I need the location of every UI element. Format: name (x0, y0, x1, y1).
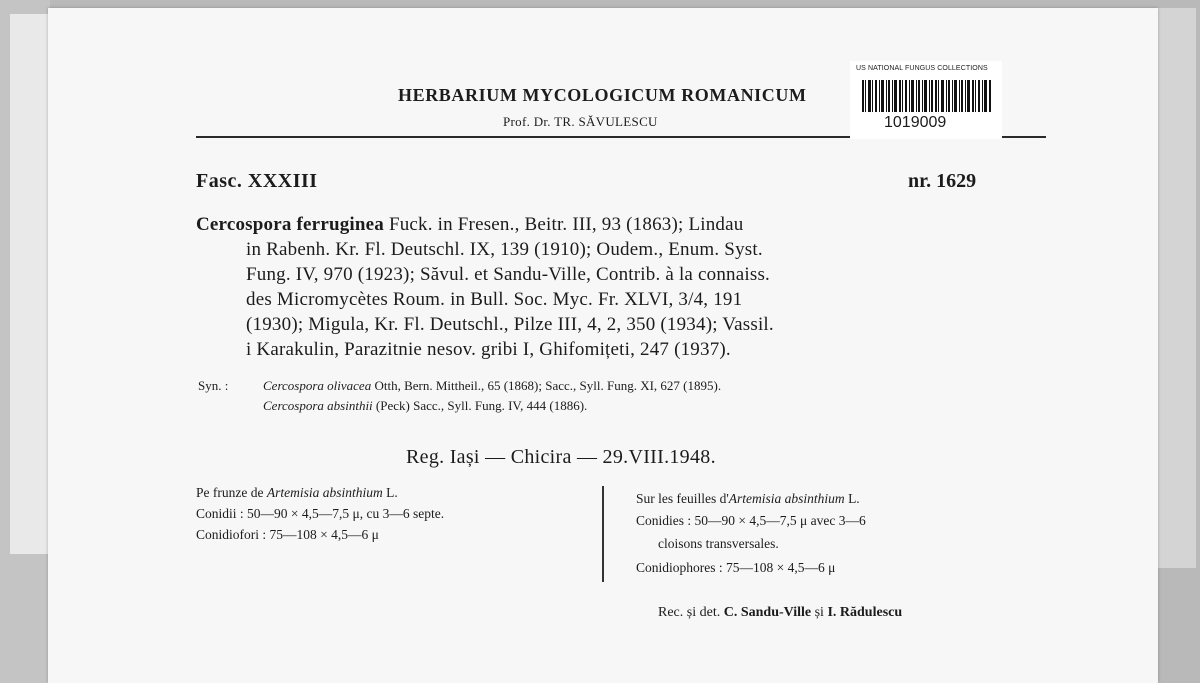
species-name: Cercospora ferruginea (196, 214, 384, 235)
synonym-name: Cercospora olivacea (263, 378, 372, 393)
citation-line: in Rabenh. Kr. Fl. Deutschl. IX, 139 (1910); Oudem., Enum. Syst. (246, 239, 763, 260)
collector-name: I. Rădulescu (827, 605, 903, 620)
background-envelope-fold (1158, 8, 1196, 568)
synonym-entry (263, 378, 721, 394)
conidiophores-french: Conidiophores : 75—108 × 4,5—6 μ (636, 560, 836, 575)
column-divider (602, 486, 604, 582)
citation-line: Fung. IV, 970 (1923); Săvul. et Sandu-Ville, Contrib. à la connaiss. (246, 264, 771, 285)
locality-date: Reg. Iași — Chicira — 29.VIII.1948. (406, 446, 716, 468)
herbarium-director: Prof. Dr. TR. SĂVULESCU (503, 114, 658, 129)
conidiophores-romanian: Conidiofori : 75—108 × 4,5—6 μ (196, 527, 379, 542)
citation-authority: Fuck. in Fresen., Beitr. III, 93 (1863); Lindau (388, 214, 744, 235)
synonym-name: Cercospora absinthii (263, 398, 373, 413)
barcode-number: 1019009 (884, 114, 947, 131)
collector-prefix: Rec. și det. (658, 605, 721, 620)
host-name: Artemisia absinthium (266, 485, 383, 500)
host-french (636, 491, 860, 507)
citation-line: (1930); Migula, Kr. Fl. Deutschl., Pilze III, 4, 2, 350 (1934); Vassil. (246, 314, 774, 335)
herbarium-title: HERBARIUM MYCOLOGICUM ROMANICUM (398, 85, 807, 105)
host-authority: L. (386, 485, 398, 500)
collector-conjunction: și (814, 605, 824, 620)
barcode-sticker (850, 61, 1002, 139)
synonyms-label: Syn. : (198, 378, 229, 393)
citation-line: i Karakulin, Parazitnie nesov. gribi I, Ghifomițeti, 247 (1937). (246, 339, 731, 360)
citation-line: des Micromycètes Roum. in Bull. Soc. Myc. Fr. XLVI, 3/4, 191 (246, 289, 743, 310)
conidia-romanian: Conidii : 50—90 × 4,5—7,5 μ, cu 3—6 septe. (196, 506, 445, 521)
synonym-reference: (Peck) Sacc., Syll. Fung. IV, 444 (1886). (375, 398, 588, 413)
host-romanian (196, 485, 398, 501)
specimen-number: nr. 1629 (908, 170, 977, 192)
host-authority: L. (848, 491, 860, 506)
synonym-entry (263, 398, 587, 414)
collector-line (658, 605, 902, 621)
synonym-reference: Otth, Bern. Mittheil., 65 (1868); Sacc., Syll. Fung. XI, 627 (1895). (374, 378, 722, 393)
herbarium-label (48, 8, 1158, 683)
barcode-icon (862, 80, 992, 112)
host-prefix: Pe frunze de (196, 485, 264, 500)
host-prefix: Sur les feuilles d' (636, 491, 729, 506)
host-name: Artemisia absinthium (728, 491, 845, 506)
conidia-french-cont: cloisons transversales. (658, 536, 779, 551)
citation-line-1 (196, 214, 743, 236)
fascicle-number: Fasc. XXXIII (196, 170, 318, 192)
barcode-caption: US NATIONAL FUNGUS COLLECTIONS (856, 65, 988, 72)
conidia-french: Conidies : 50—90 × 4,5—7,5 μ avec 3—6 (636, 513, 866, 528)
collector-name: C. Sandu-Ville (723, 605, 812, 620)
